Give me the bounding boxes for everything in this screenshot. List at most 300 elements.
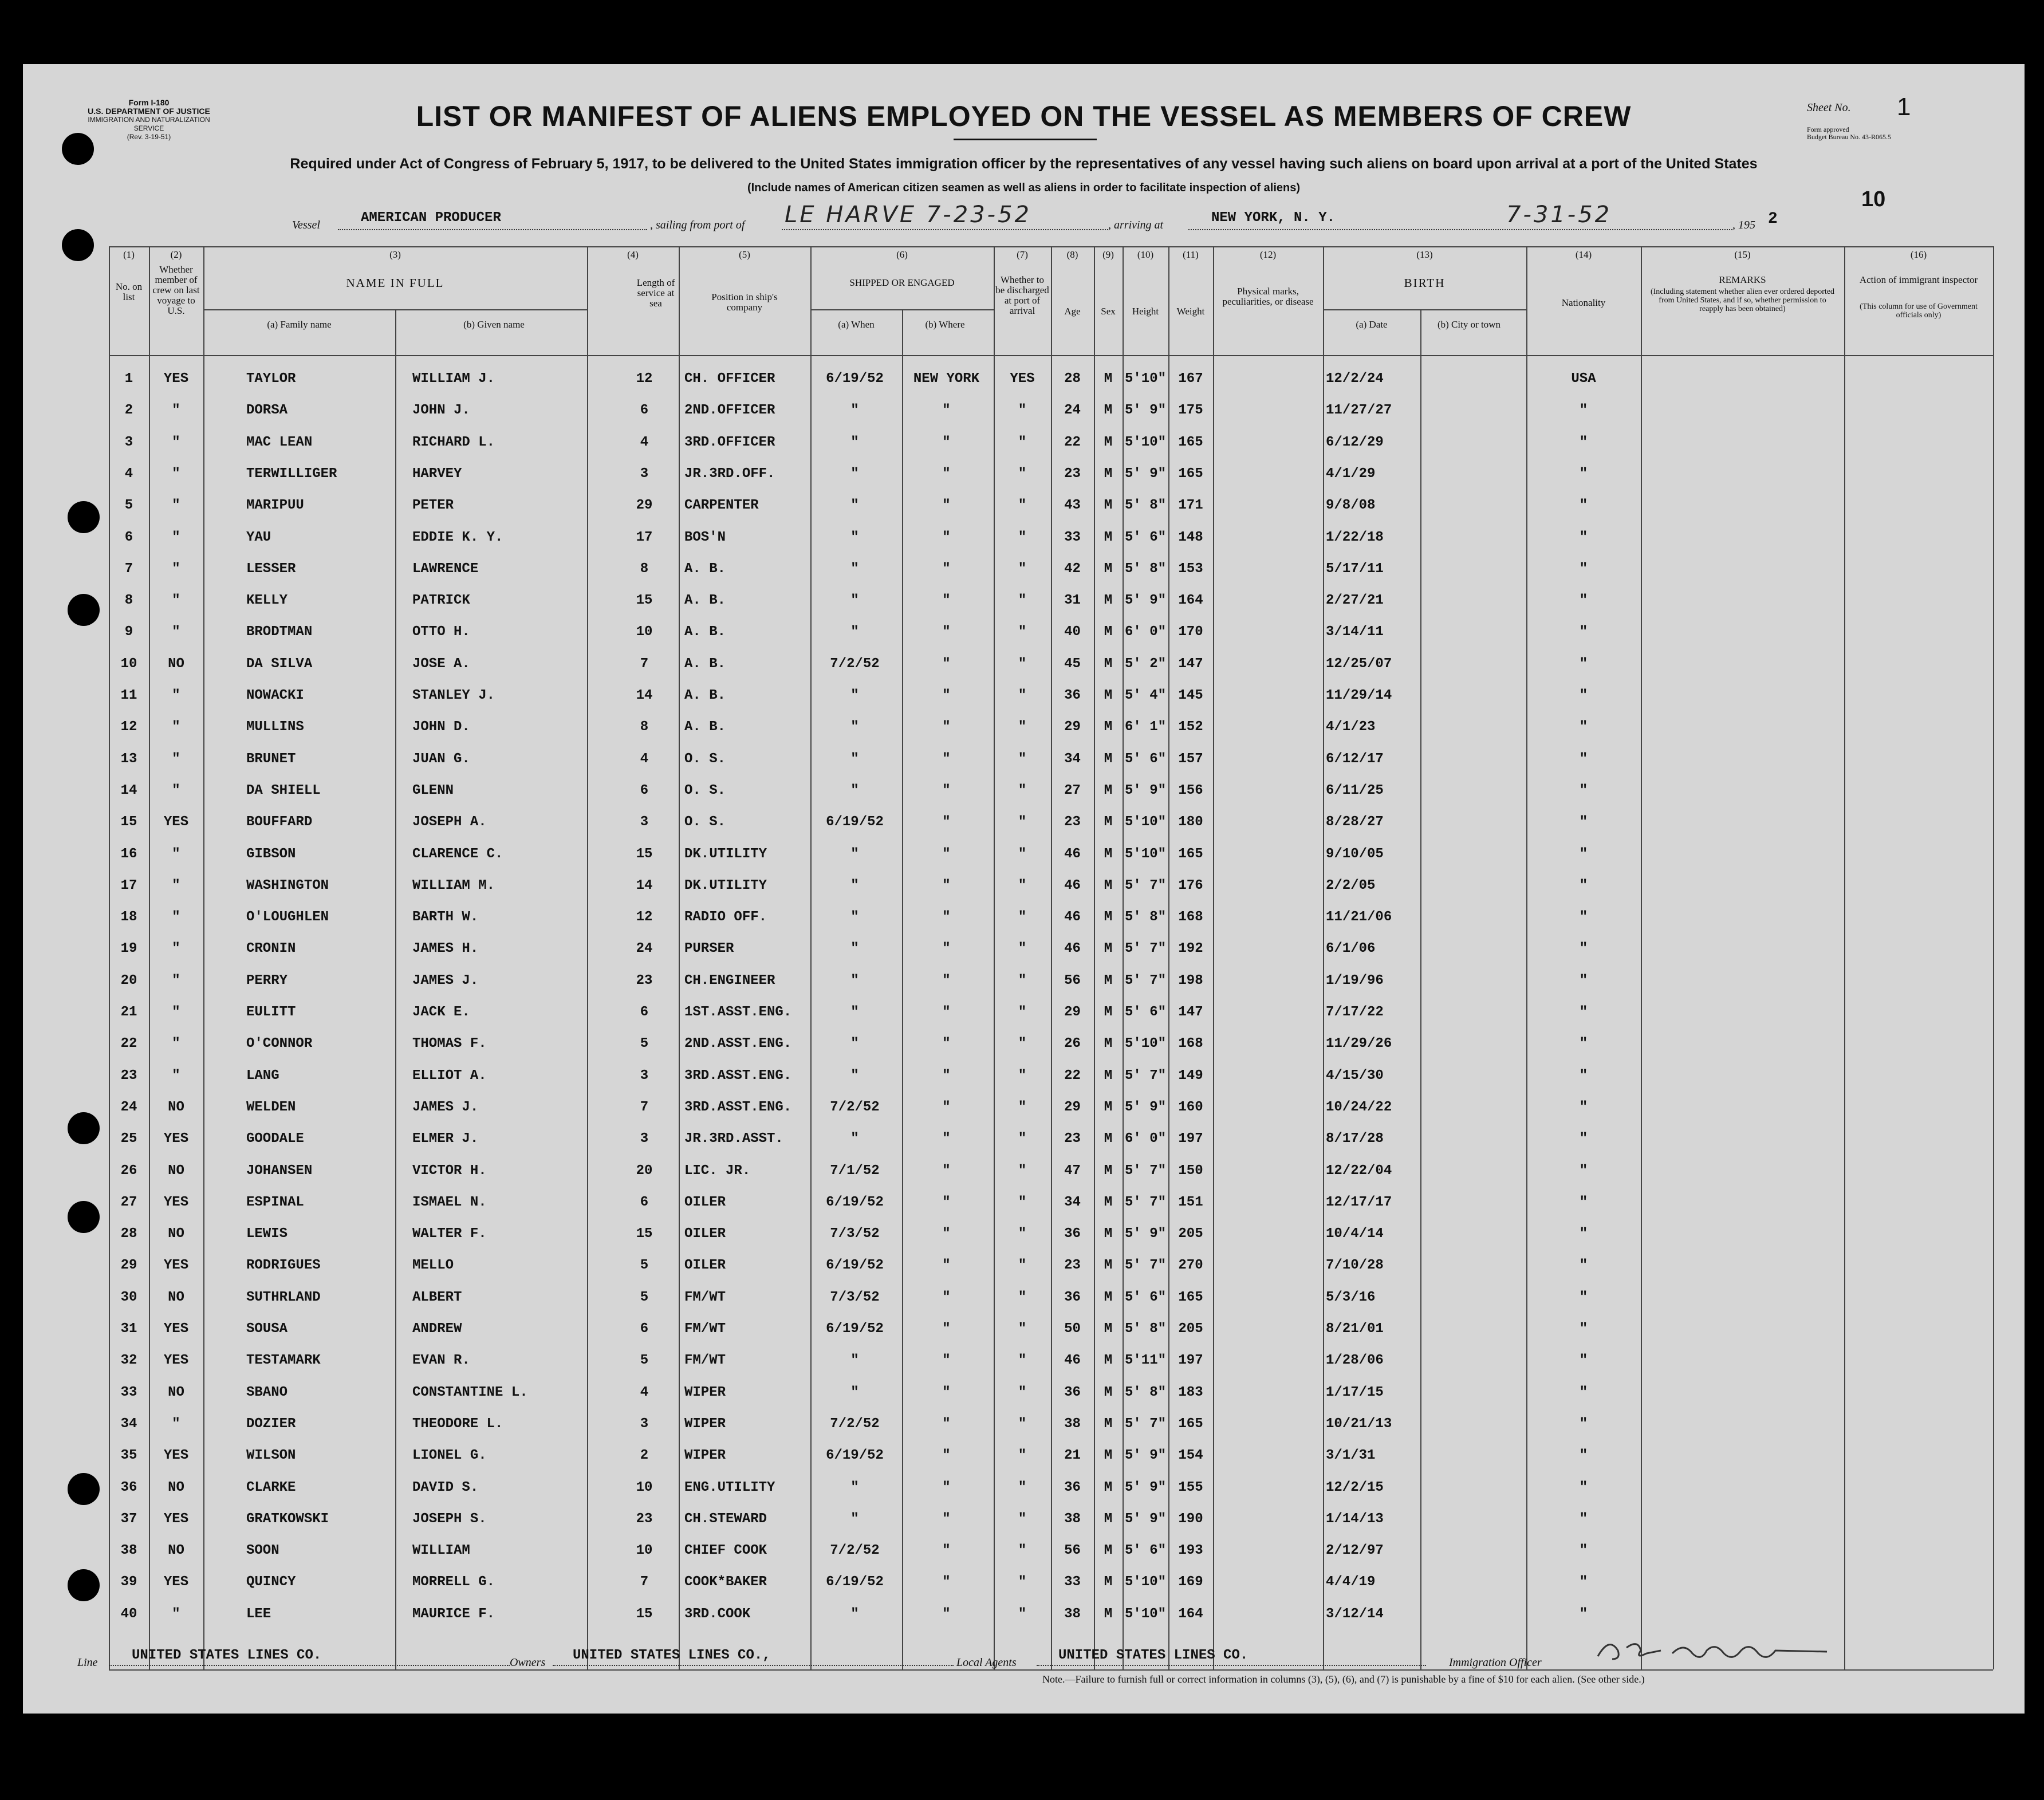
cell-height: 5' 2": [1124, 656, 1166, 672]
cell-n: 20: [120, 972, 137, 988]
cell-height: 5' 8": [1124, 498, 1166, 514]
column-divider: [149, 246, 150, 1669]
punch-hole: [68, 1201, 100, 1233]
col-num-13: (13): [1416, 249, 1433, 260]
cell-family: WASHINGTON: [246, 877, 329, 893]
cell-when: ": [850, 1353, 859, 1369]
cell-position: O. S.: [684, 751, 726, 767]
cell-prev: ": [172, 782, 180, 798]
cell-when: 7/3/52: [830, 1289, 880, 1305]
cell-dob: 10/24/22: [1326, 1099, 1392, 1115]
cell-when: ": [850, 782, 859, 798]
cell-dob: 6/12/17: [1326, 751, 1384, 767]
cell-nat: ": [1579, 719, 1588, 735]
cell-where: ": [942, 466, 951, 482]
cell-family: DA SILVA: [246, 656, 313, 672]
cell-sex: M: [1104, 782, 1113, 798]
cell-service: 6: [640, 403, 649, 419]
cell-weight: 170: [1178, 624, 1203, 640]
cell-age: 21: [1064, 1448, 1081, 1464]
cell-n: 31: [120, 1321, 137, 1337]
cell-height: 5' 9": [1124, 403, 1166, 419]
cell-where: ": [942, 782, 951, 798]
cell-service: 8: [640, 561, 649, 577]
cell-disch: ": [1018, 751, 1027, 767]
cell-age: 22: [1064, 434, 1081, 450]
cell-service: 3: [640, 814, 649, 830]
cell-when: 6/19/52: [826, 1258, 884, 1274]
footer-note: Note.—Failure to furnish full or correct information in columns (3), (5), (6), and (7) is punishable by a fine of $10 for each alien. (See other side.): [1042, 1673, 1645, 1685]
cell-where: ": [942, 1479, 951, 1495]
cell-nat: ": [1579, 688, 1588, 703]
cell-service: 5: [640, 1353, 649, 1369]
cell-disch: ": [1018, 1036, 1027, 1052]
cell-given: MAURICE F.: [412, 1606, 495, 1622]
cell-sex: M: [1104, 1479, 1113, 1495]
cell-prev: ": [172, 1416, 180, 1432]
cell-age: 33: [1064, 1574, 1081, 1590]
cell-given: LIONEL G.: [412, 1448, 487, 1464]
cell-age: 31: [1064, 593, 1081, 609]
cell-height: 6' 0": [1124, 624, 1166, 640]
cell-sex: M: [1104, 1321, 1113, 1337]
cell-given: MELLO: [412, 1258, 454, 1274]
cell-sex: M: [1104, 1384, 1113, 1400]
cell-height: 5' 7": [1124, 972, 1166, 988]
cell-nat: ": [1579, 1511, 1588, 1527]
cell-n: 1: [124, 371, 133, 387]
cell-where: ": [942, 1194, 951, 1210]
cell-family: TERWILLIGER: [246, 466, 337, 482]
officer-signature: [1592, 1633, 1833, 1668]
cell-disch: ": [1018, 782, 1027, 798]
cell-where: ": [942, 688, 951, 703]
cell-where: ": [942, 1353, 951, 1369]
cell-given: CLARENCE C.: [412, 846, 503, 862]
cell-where: ": [942, 593, 951, 609]
cell-prev: ": [172, 624, 180, 640]
cell-family: BRODTMAN: [246, 624, 313, 640]
col-header-inspector-note: (This column for use of Government officials only): [1860, 302, 1978, 320]
cell-when: 7/2/52: [830, 1543, 880, 1559]
column-divider: [203, 246, 204, 1669]
cell-age: 33: [1064, 529, 1081, 545]
cell-dob: 1/14/13: [1326, 1511, 1384, 1527]
cell-sex: M: [1104, 1099, 1113, 1115]
cell-weight: 147: [1178, 1005, 1203, 1020]
cell-family: MARIPUU: [246, 498, 304, 514]
cell-when: 6/19/52: [826, 1321, 884, 1337]
cell-disch: ": [1018, 814, 1027, 830]
cell-prev: NO: [168, 1384, 184, 1400]
cell-when: ": [850, 593, 859, 609]
cell-where: ": [942, 719, 951, 735]
sailing-port: LE HARVE 7-23-52: [785, 202, 1031, 228]
sailing-underline: [782, 229, 1108, 230]
cell-disch: ": [1018, 593, 1027, 609]
cell-prev: ": [172, 561, 180, 577]
col-header-previous-voyage: Whether member of crew on last voyage to U.S.: [152, 264, 200, 316]
punch-hole: [68, 594, 100, 626]
cell-n: 5: [124, 498, 133, 514]
cell-service: 15: [636, 1226, 653, 1242]
cell-prev: YES: [163, 1131, 189, 1147]
cell-nat: ": [1579, 1384, 1588, 1400]
col-num-9: (9): [1102, 249, 1114, 260]
cell-disch: ": [1018, 1543, 1027, 1559]
cell-sex: M: [1104, 751, 1113, 767]
cell-weight: 197: [1178, 1353, 1203, 1369]
cell-family: LESSER: [246, 561, 296, 577]
year-digit: 2: [1768, 210, 1778, 228]
cell-dob: 11/29/14: [1326, 688, 1392, 703]
cell-position: 1ST.ASST.ENG.: [684, 1005, 792, 1020]
cell-disch: ": [1018, 1005, 1027, 1020]
cell-disch: ": [1018, 1416, 1027, 1432]
cell-weight: 165: [1178, 434, 1203, 450]
cell-family: TAYLOR: [246, 371, 296, 387]
cell-when: ": [850, 403, 859, 419]
cell-height: 5'10": [1124, 1036, 1166, 1052]
cell-service: 14: [636, 877, 653, 893]
cell-position: 2ND.ASST.ENG.: [684, 1036, 792, 1052]
cell-n: 39: [120, 1574, 137, 1590]
cell-weight: 145: [1178, 688, 1203, 703]
col-header-remarks-note: (Including statement whether alien ever ordered deported from United States, and if so, whether permission to reapply has been obtained): [1650, 287, 1835, 313]
cell-dob: 2/12/97: [1326, 1543, 1384, 1559]
cell-dob: 4/4/19: [1326, 1574, 1376, 1590]
cell-weight: 157: [1178, 751, 1203, 767]
cell-age: 28: [1064, 371, 1081, 387]
cell-where: ": [942, 656, 951, 672]
cell-prev: ": [172, 719, 180, 735]
cell-where: ": [942, 624, 951, 640]
cell-prev: NO: [168, 1099, 184, 1115]
punch-hole: [68, 501, 100, 533]
cell-position: A. B.: [684, 624, 726, 640]
cell-family: QUINCY: [246, 1574, 296, 1590]
cell-when: ": [850, 434, 859, 450]
cell-age: 46: [1064, 909, 1081, 925]
vessel-name: AMERICAN PRODUCER: [361, 210, 501, 226]
cell-position: 3RD.ASST.ENG.: [684, 1099, 792, 1115]
col-header-birth-date: (a) Date: [1356, 319, 1388, 330]
cell-family: BOUFFARD: [246, 814, 313, 830]
cell-prev: ": [172, 403, 180, 419]
cell-dob: 8/17/28: [1326, 1131, 1384, 1147]
cell-age: 34: [1064, 751, 1081, 767]
cell-disch: ": [1018, 466, 1027, 482]
cell-age: 38: [1064, 1606, 1081, 1622]
cell-where: ": [942, 751, 951, 767]
cell-n: 19: [120, 941, 137, 957]
cell-sex: M: [1104, 403, 1113, 419]
cell-where: ": [942, 972, 951, 988]
cell-dob: 3/12/14: [1326, 1606, 1384, 1622]
subheader-divider: [1323, 309, 1526, 310]
cell-sex: M: [1104, 1416, 1113, 1432]
cell-nat: ": [1579, 529, 1588, 545]
cell-age: 43: [1064, 498, 1081, 514]
cell-prev: YES: [163, 814, 189, 830]
sheet-label: Sheet No.: [1807, 101, 1851, 114]
cell-position: RADIO OFF.: [684, 909, 767, 925]
cell-position: WIPER: [684, 1416, 726, 1432]
cell-when: 7/1/52: [830, 1163, 880, 1179]
cell-position: O. S.: [684, 782, 726, 798]
column-divider: [1213, 246, 1214, 1669]
manifest-sheet: [23, 64, 2025, 1714]
cell-given: ALBERT: [412, 1289, 462, 1305]
cell-disch: ": [1018, 1226, 1027, 1242]
cell-nat: ": [1579, 1574, 1588, 1590]
cell-height: 5' 9": [1124, 782, 1166, 798]
cell-given: JOHN D.: [412, 719, 470, 735]
cell-disch: ": [1018, 1068, 1027, 1084]
cell-age: 29: [1064, 1005, 1081, 1020]
cell-prev: ": [172, 972, 180, 988]
cell-where: ": [942, 498, 951, 514]
cell-weight: 164: [1178, 593, 1203, 609]
vessel-underline: [338, 229, 647, 230]
cell-height: 6' 0": [1124, 1131, 1166, 1147]
cell-n: 26: [120, 1163, 137, 1179]
cell-service: 12: [636, 371, 653, 387]
cell-where: ": [942, 1226, 951, 1242]
cell-disch: ": [1018, 909, 1027, 925]
cell-position: DK.UTILITY: [684, 846, 767, 862]
cell-family: BRUNET: [246, 751, 296, 767]
cell-prev: ": [172, 1606, 180, 1622]
cell-when: ": [850, 1511, 859, 1527]
cell-family: EULITT: [246, 1005, 296, 1020]
cell-height: 5' 9": [1124, 1479, 1166, 1495]
cell-n: 9: [124, 624, 133, 640]
cell-weight: 205: [1178, 1321, 1203, 1337]
cell-nat: ": [1579, 1416, 1588, 1432]
cell-dob: 11/29/26: [1326, 1036, 1392, 1052]
cell-disch: ": [1018, 972, 1027, 988]
cell-given: JAMES J.: [412, 1099, 479, 1115]
cell-weight: 168: [1178, 909, 1203, 925]
cell-prev: ": [172, 1036, 180, 1052]
cell-height: 5'10": [1124, 846, 1166, 862]
cell-height: 5'10": [1124, 434, 1166, 450]
cell-height: 5' 9": [1124, 1226, 1166, 1242]
cell-dob: 3/1/31: [1326, 1448, 1376, 1464]
cell-position: OILER: [684, 1258, 726, 1274]
cell-position: COOK*BAKER: [684, 1574, 767, 1590]
cell-disch: ": [1018, 1353, 1027, 1369]
line-value: UNITED STATES LINES CO.: [132, 1648, 322, 1663]
owners-label: Owners: [510, 1656, 546, 1669]
cell-age: 45: [1064, 656, 1081, 672]
cell-disch: ": [1018, 1384, 1027, 1400]
cell-family: ESPINAL: [246, 1194, 304, 1210]
column-divider: [395, 309, 396, 1669]
title-divider: [954, 139, 1097, 140]
cell-position: BOS'N: [684, 529, 726, 545]
cell-disch: ": [1018, 498, 1027, 514]
cell-given: WILLIAM M.: [412, 877, 495, 893]
cell-position: OILER: [684, 1194, 726, 1210]
cell-age: 46: [1064, 941, 1081, 957]
cell-age: 36: [1064, 688, 1081, 703]
cell-height: 5'10": [1124, 371, 1166, 387]
cell-family: CRONIN: [246, 941, 296, 957]
cell-where: ": [942, 403, 951, 419]
cell-given: MORRELL G.: [412, 1574, 495, 1590]
cell-where: ": [942, 1543, 951, 1559]
col-header-list-no: No. on list: [115, 281, 143, 302]
cell-position: ENG.UTILITY: [684, 1479, 775, 1495]
cell-nat: ": [1579, 1099, 1588, 1115]
cell-family: PERRY: [246, 972, 288, 988]
cell-prev: ": [172, 529, 180, 545]
punch-hole: [68, 1569, 100, 1601]
cell-age: 56: [1064, 972, 1081, 988]
cell-given: JACK E.: [412, 1005, 470, 1020]
cell-nat: ": [1579, 972, 1588, 988]
cell-where: ": [942, 1036, 951, 1052]
cell-family: JOHANSEN: [246, 1163, 313, 1179]
cell-where: ": [942, 561, 951, 577]
cell-where: ": [942, 1289, 951, 1305]
cell-sex: M: [1104, 624, 1113, 640]
cell-when: ": [850, 1606, 859, 1622]
cell-disch: ": [1018, 1321, 1027, 1337]
cell-nat: ": [1579, 498, 1588, 514]
cell-disch: ": [1018, 1099, 1027, 1115]
cell-service: 7: [640, 1099, 649, 1115]
cell-family: MAC LEAN: [246, 434, 313, 450]
agents-value: UNITED STATES LINES CO.: [1058, 1648, 1249, 1663]
cell-position: CH.STEWARD: [684, 1511, 767, 1527]
cell-age: 40: [1064, 624, 1081, 640]
cell-nat: ": [1579, 466, 1588, 482]
cell-when: ": [850, 561, 859, 577]
cell-service: 12: [636, 909, 653, 925]
cell-when: ": [850, 688, 859, 703]
cell-position: A. B.: [684, 688, 726, 703]
cell-service: 5: [640, 1036, 649, 1052]
cell-n: 16: [120, 846, 137, 862]
cell-height: 5' 7": [1124, 1258, 1166, 1274]
cell-n: 7: [124, 561, 133, 577]
cell-height: 5' 7": [1124, 1068, 1166, 1084]
col-header-height: Height: [1132, 306, 1159, 317]
cell-age: 29: [1064, 719, 1081, 735]
cell-weight: 160: [1178, 1099, 1203, 1115]
cell-position: A. B.: [684, 719, 726, 735]
cell-prev: NO: [168, 1543, 184, 1559]
cell-nat: ": [1579, 561, 1588, 577]
cell-nat: ": [1579, 593, 1588, 609]
cell-position: CARPENTER: [684, 498, 759, 514]
cell-where: ": [942, 814, 951, 830]
cell-where: ": [942, 1258, 951, 1274]
cell-given: WALTER F.: [412, 1226, 487, 1242]
cell-position: FM/WT: [684, 1289, 726, 1305]
cell-sex: M: [1104, 371, 1113, 387]
cell-dob: 9/10/05: [1326, 846, 1384, 862]
cell-height: 5'10": [1124, 1574, 1166, 1590]
cell-prev: ": [172, 466, 180, 482]
cell-nat: ": [1579, 814, 1588, 830]
cell-weight: 154: [1178, 1448, 1203, 1464]
cell-nat: ": [1579, 1036, 1588, 1052]
cell-n: 29: [120, 1258, 137, 1274]
cell-family: SOON: [246, 1543, 279, 1559]
cell-dob: 8/21/01: [1326, 1321, 1384, 1337]
cell-nat: ": [1579, 1005, 1588, 1020]
cell-weight: 197: [1178, 1131, 1203, 1147]
cell-dob: 6/12/29: [1326, 434, 1384, 450]
arriving-underline: [1188, 229, 1732, 230]
cell-weight: 165: [1178, 1416, 1203, 1432]
cell-family: GOODALE: [246, 1131, 304, 1147]
cell-position: DK.UTILITY: [684, 877, 767, 893]
col-header-inspector-action: Action of immigrant inspector: [1859, 274, 1978, 285]
cell-given: VICTOR H.: [412, 1163, 487, 1179]
cell-family: KELLY: [246, 593, 288, 609]
cell-when: ": [850, 624, 859, 640]
column-divider: [1526, 246, 1527, 1669]
cell-service: 23: [636, 972, 653, 988]
cell-sex: M: [1104, 846, 1113, 862]
cell-age: 38: [1064, 1416, 1081, 1432]
cell-nat: ": [1579, 751, 1588, 767]
arriving-label: , arriving at: [1108, 219, 1164, 231]
cell-age: 22: [1064, 1068, 1081, 1084]
officer-label: Immigration Officer: [1449, 1656, 1542, 1669]
cell-service: 10: [636, 624, 653, 640]
cell-sex: M: [1104, 972, 1113, 988]
cell-where: ": [942, 1321, 951, 1337]
cell-where: ": [942, 941, 951, 957]
cell-disch: ": [1018, 877, 1027, 893]
cell-family: SOUSA: [246, 1321, 288, 1337]
cell-family: GRATKOWSKI: [246, 1511, 329, 1527]
cell-when: 7/3/52: [830, 1226, 880, 1242]
cell-n: 27: [120, 1194, 137, 1210]
cell-sex: M: [1104, 466, 1113, 482]
col-num-16: (16): [1910, 249, 1927, 260]
cell-family: LEWIS: [246, 1226, 288, 1242]
cell-disch: ": [1018, 1258, 1027, 1274]
cell-age: 23: [1064, 1258, 1081, 1274]
cell-family: CLARKE: [246, 1479, 296, 1495]
cell-age: 38: [1064, 1511, 1081, 1527]
agents-label: Local Agents: [956, 1656, 1017, 1669]
cell-when: ": [850, 1384, 859, 1400]
cell-dob: 11/27/27: [1326, 403, 1392, 419]
cell-position: PURSER: [684, 941, 734, 957]
cell-family: RODRIGUES: [246, 1258, 321, 1274]
form-identifier: Form I-180 U.S. DEPARTMENT OF JUSTICE IMMIGRATION AND NATURALIZATION SERVICE (Rev. 3-19-51): [88, 98, 210, 141]
cell-n: 37: [120, 1511, 137, 1527]
cell-prev: YES: [163, 1511, 189, 1527]
cell-n: 18: [120, 909, 137, 925]
cell-n: 30: [120, 1289, 137, 1305]
cell-disch: ": [1018, 529, 1027, 545]
cell-disch: ": [1018, 656, 1027, 672]
cell-dob: 1/22/18: [1326, 529, 1384, 545]
cell-where: ": [942, 1068, 951, 1084]
column-divider: [109, 246, 110, 1669]
column-divider: [1844, 246, 1845, 1669]
cell-n: 14: [120, 782, 137, 798]
